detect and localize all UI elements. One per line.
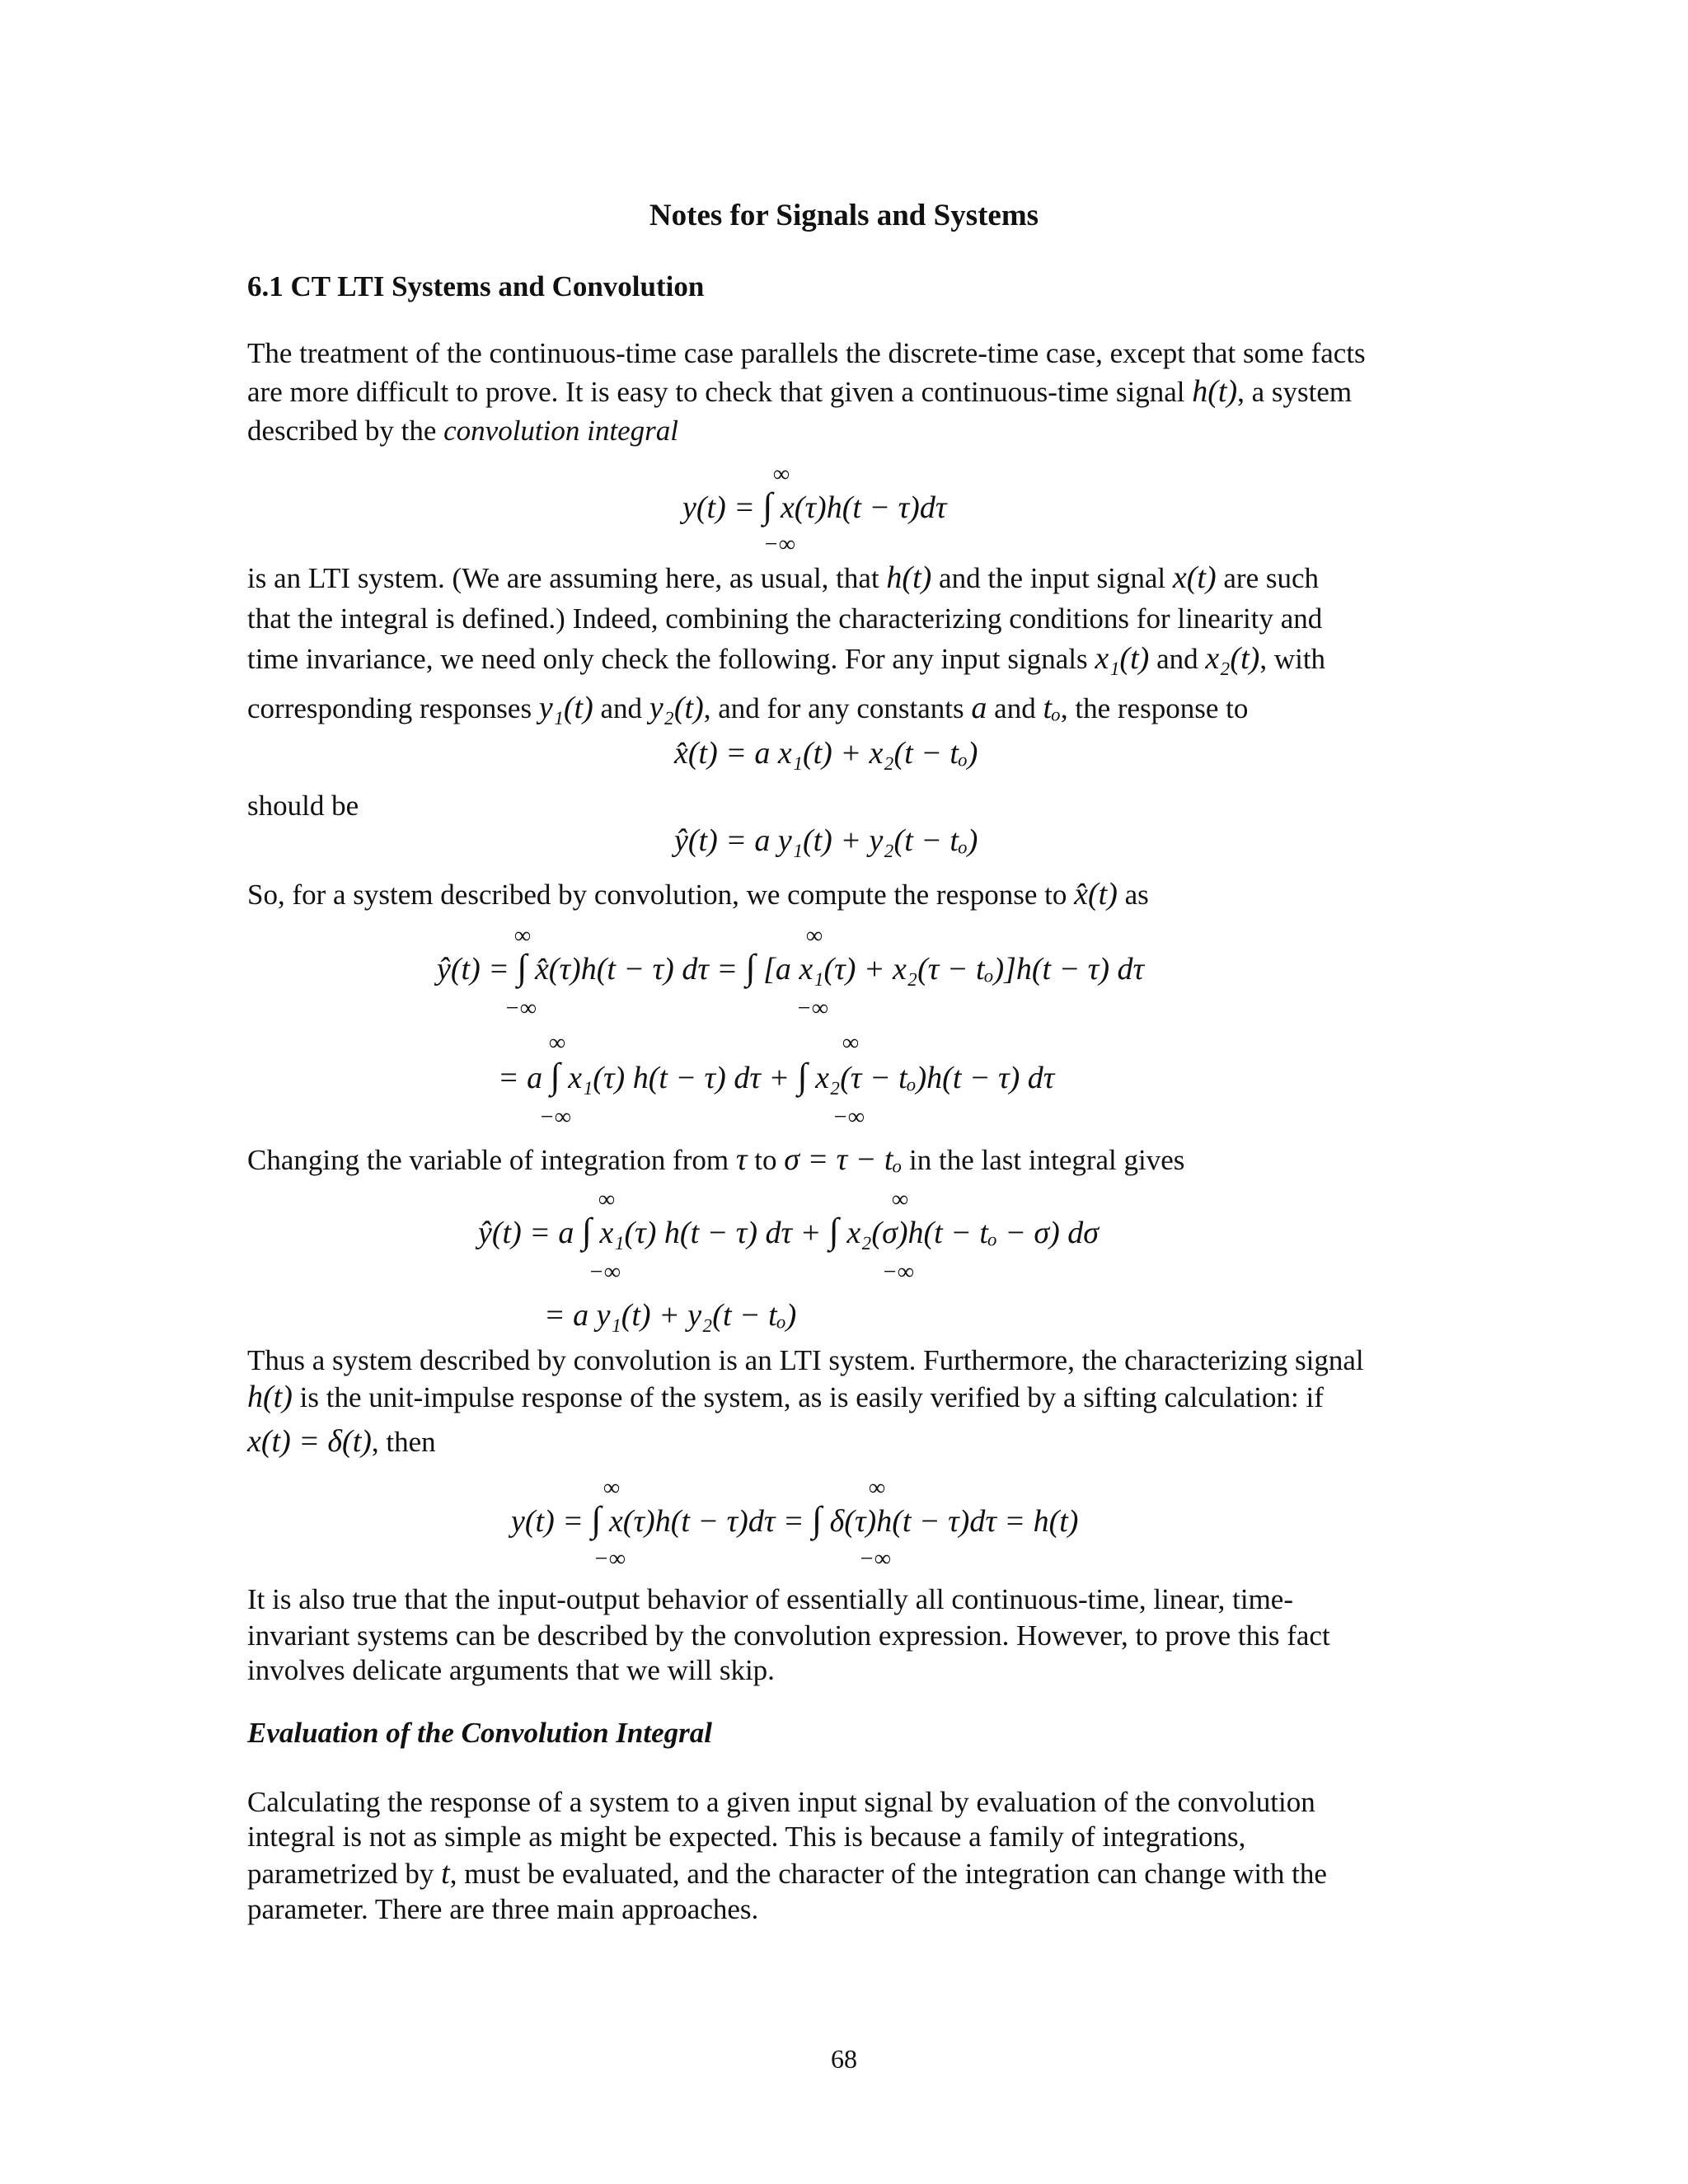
integral-lower-limit: −∞ (882, 1259, 914, 1285)
text-run: is an LTI system. (We are assuming here, as usual, that (247, 562, 879, 594)
equation-result: = a y₁(t) + y₂(t − tₒ) (544, 1298, 797, 1333)
text-run: , with (1259, 643, 1326, 675)
paragraph-1-line-1: The treatment of the continuous-time case parallels the discrete-time case, except that some facts (247, 337, 1366, 369)
should-be-text: should be (247, 790, 359, 822)
equation-body: x₂(τ − tₒ)h(t − τ) dτ (815, 1061, 1055, 1095)
equation-body: δ(τ)h(t − τ)dτ = h(t) (829, 1504, 1079, 1539)
integral-lower-limit: −∞ (859, 1546, 891, 1572)
page-number: 68 (831, 2044, 857, 2074)
equation-input-combination: x̂(t) = a x₁(t) + x₂(t − tₒ) (674, 736, 978, 771)
paragraph-5-line-1: Thus a system described by convolution is an LTI system. Furthermore, the characterizing signal (247, 1344, 1364, 1376)
paragraph-1-line-2 (247, 373, 1451, 411)
text-run: , and for any constants (703, 692, 964, 724)
equation-lhs: y(t) = (682, 490, 755, 525)
text-run: and (994, 692, 1036, 724)
integral-lower-limit: −∞ (593, 1546, 626, 1572)
math-inline: σ = τ − tₒ (784, 1142, 903, 1177)
paragraph-7-line-2: integral is not as simple as might be expected. This is because a family of integrations, (247, 1821, 1246, 1853)
integral-sign: ∫ (517, 947, 528, 987)
text-run: , the response to (1060, 692, 1249, 724)
text-run: in the last integral gives (909, 1144, 1185, 1176)
equation-body: [a x₁(τ) + x₂(τ − tₒ)]h(t − τ) dτ (763, 952, 1145, 987)
math-inline: τ (735, 1142, 748, 1177)
equation-body: x₁(τ) h(t − τ) dτ + (568, 1061, 790, 1095)
integral-upper-limit: ∞ (869, 1475, 885, 1501)
paragraph-6-line-3: involves delicate arguments that we will skip. (247, 1654, 775, 1686)
page-title: Notes for Signals and Systems (649, 199, 1039, 232)
integral-lower-limit: −∞ (539, 1104, 571, 1130)
math-inline: h(t) (886, 560, 932, 595)
equation-linearity-split (498, 1055, 1054, 1097)
subsection-heading: Evaluation of the Convolution Integral (247, 1717, 712, 1749)
equation-output-combination: ŷ(t) = a y₁(t) + y₂(t − tₒ) (674, 823, 978, 858)
paragraph-7-line-4: parameter. There are three main approaches. (247, 1893, 759, 1925)
math-inline: x̂(t) (1074, 877, 1118, 912)
text-run: are more difficult to prove. It is easy to check that given a continuous-time signal (247, 376, 1185, 408)
equation-body: x₁(τ) h(t − τ) dτ + (599, 1216, 822, 1250)
math-inline: h(t) (1192, 374, 1238, 409)
text-run: parametrized by (247, 1858, 434, 1890)
paragraph-5-line-2 (247, 1378, 1451, 1417)
paragraph-2-line-2: that the integral is defined.) Indeed, combining the characterizing conditions for linearity and (247, 602, 1323, 635)
paragraph-4 (247, 1141, 1451, 1179)
paragraph-6-line-1: It is also true that the input-output behavior of essentially all continuous-time, linear, time- (247, 1583, 1293, 1615)
equation-lhs: ŷ(t) = a (478, 1216, 574, 1250)
equation-body: x₂(σ)h(t − tₒ − σ) dσ (846, 1216, 1100, 1250)
integral-sign: ∫ (797, 1056, 808, 1096)
text-run: and the input signal (939, 562, 1166, 594)
equation-body: x(τ)h(t − τ)dτ = (608, 1504, 804, 1539)
math-inline: x₂(t) (1205, 641, 1260, 676)
integral-upper-limit: ∞ (598, 1187, 615, 1212)
integral-lower-limit: −∞ (588, 1259, 621, 1285)
integral-sign: ∫ (591, 1499, 602, 1540)
math-inline: x(t) = δ(t) (247, 1424, 372, 1459)
integral-sign: ∫ (762, 485, 773, 526)
math-inline: tₒ (1043, 691, 1061, 725)
text-run: to (754, 1144, 777, 1176)
paragraph-3 (247, 875, 1451, 914)
text-run: are such (1223, 562, 1320, 594)
integral-upper-limit: ∞ (514, 923, 531, 949)
integral-upper-limit: ∞ (549, 1030, 565, 1056)
equation-body: x(τ)h(t − τ)dτ (780, 490, 947, 525)
paragraph-2-line-1 (247, 559, 1451, 598)
text-run: corresponding responses (247, 692, 532, 724)
equation-lhs: ŷ(t) = (437, 952, 509, 987)
math-inline: a (971, 691, 987, 725)
integral-upper-limit: ∞ (603, 1475, 620, 1501)
paragraph-2-line-3 (247, 640, 1451, 678)
section-heading: 6.1 CT LTI Systems and Convolution (247, 270, 705, 302)
paragraph-7-line-1: Calculating the response of a system to a given input signal by evaluation of the convolution (247, 1786, 1315, 1818)
text-run: , then (371, 1426, 436, 1458)
integral-upper-limit: ∞ (892, 1187, 908, 1212)
paragraph-1-line-3 (247, 412, 1451, 450)
integral-upper-limit: ∞ (773, 462, 790, 487)
integral-lower-limit: −∞ (796, 996, 828, 1021)
text-run: is the unit-impulse response of the system, as is easily verified by a sifting calculation: if (299, 1381, 1324, 1413)
text-run: and (1156, 643, 1198, 675)
math-inline: y₁(t) (538, 691, 593, 725)
integral-lower-limit: −∞ (504, 996, 537, 1021)
integral-sign: ∫ (812, 1499, 823, 1540)
paragraph-7-line-3 (247, 1854, 1451, 1893)
equation-change-of-variable (478, 1210, 1099, 1252)
equation-lhs: = a (498, 1061, 543, 1095)
math-inline: t (441, 1856, 450, 1891)
math-inline: h(t) (247, 1380, 293, 1414)
integral-lower-limit: −∞ (763, 532, 795, 557)
math-inline: x(t) (1172, 560, 1217, 595)
text-run: time invariance, we need only check the following. For any input signals (247, 643, 1088, 675)
paragraph-5-line-3 (247, 1422, 1451, 1461)
text-run: as (1124, 879, 1149, 911)
math-inline: y₂(t) (649, 691, 704, 725)
integral-sign: ∫ (550, 1056, 560, 1096)
integral-upper-limit: ∞ (806, 923, 823, 949)
math-inline: x₁(t) (1095, 641, 1150, 676)
text-run: So, for a system described by convolution, we compute the response to (247, 879, 1067, 911)
text-run: , must be evaluated, and the character of the integration can change with the (449, 1858, 1327, 1890)
text-run: , a system (1237, 376, 1353, 408)
equation-body: x̂(τ)h(t − τ) dτ = (534, 952, 738, 987)
text-run: Changing the variable of integration from (247, 1144, 729, 1176)
integral-sign: ∫ (745, 947, 756, 987)
equation-impulse-response (511, 1498, 1078, 1540)
equation-convolution-integral (682, 485, 946, 527)
equation-lhs: y(t) = (511, 1504, 584, 1539)
emphasis-text: convolution integral (443, 415, 678, 447)
integral-sign: ∫ (828, 1211, 839, 1251)
integral-lower-limit: −∞ (832, 1104, 865, 1130)
paragraph-6-line-2: invariant systems can be described by the convolution expression. However, to prove this fact (247, 1619, 1330, 1652)
integral-upper-limit: ∞ (842, 1030, 859, 1056)
text-run: and (600, 692, 643, 724)
text-run: described by the (247, 415, 444, 447)
integral-sign: ∫ (581, 1211, 592, 1251)
paragraph-2-line-4 (247, 689, 1451, 728)
equation-response-expansion (437, 946, 1144, 988)
